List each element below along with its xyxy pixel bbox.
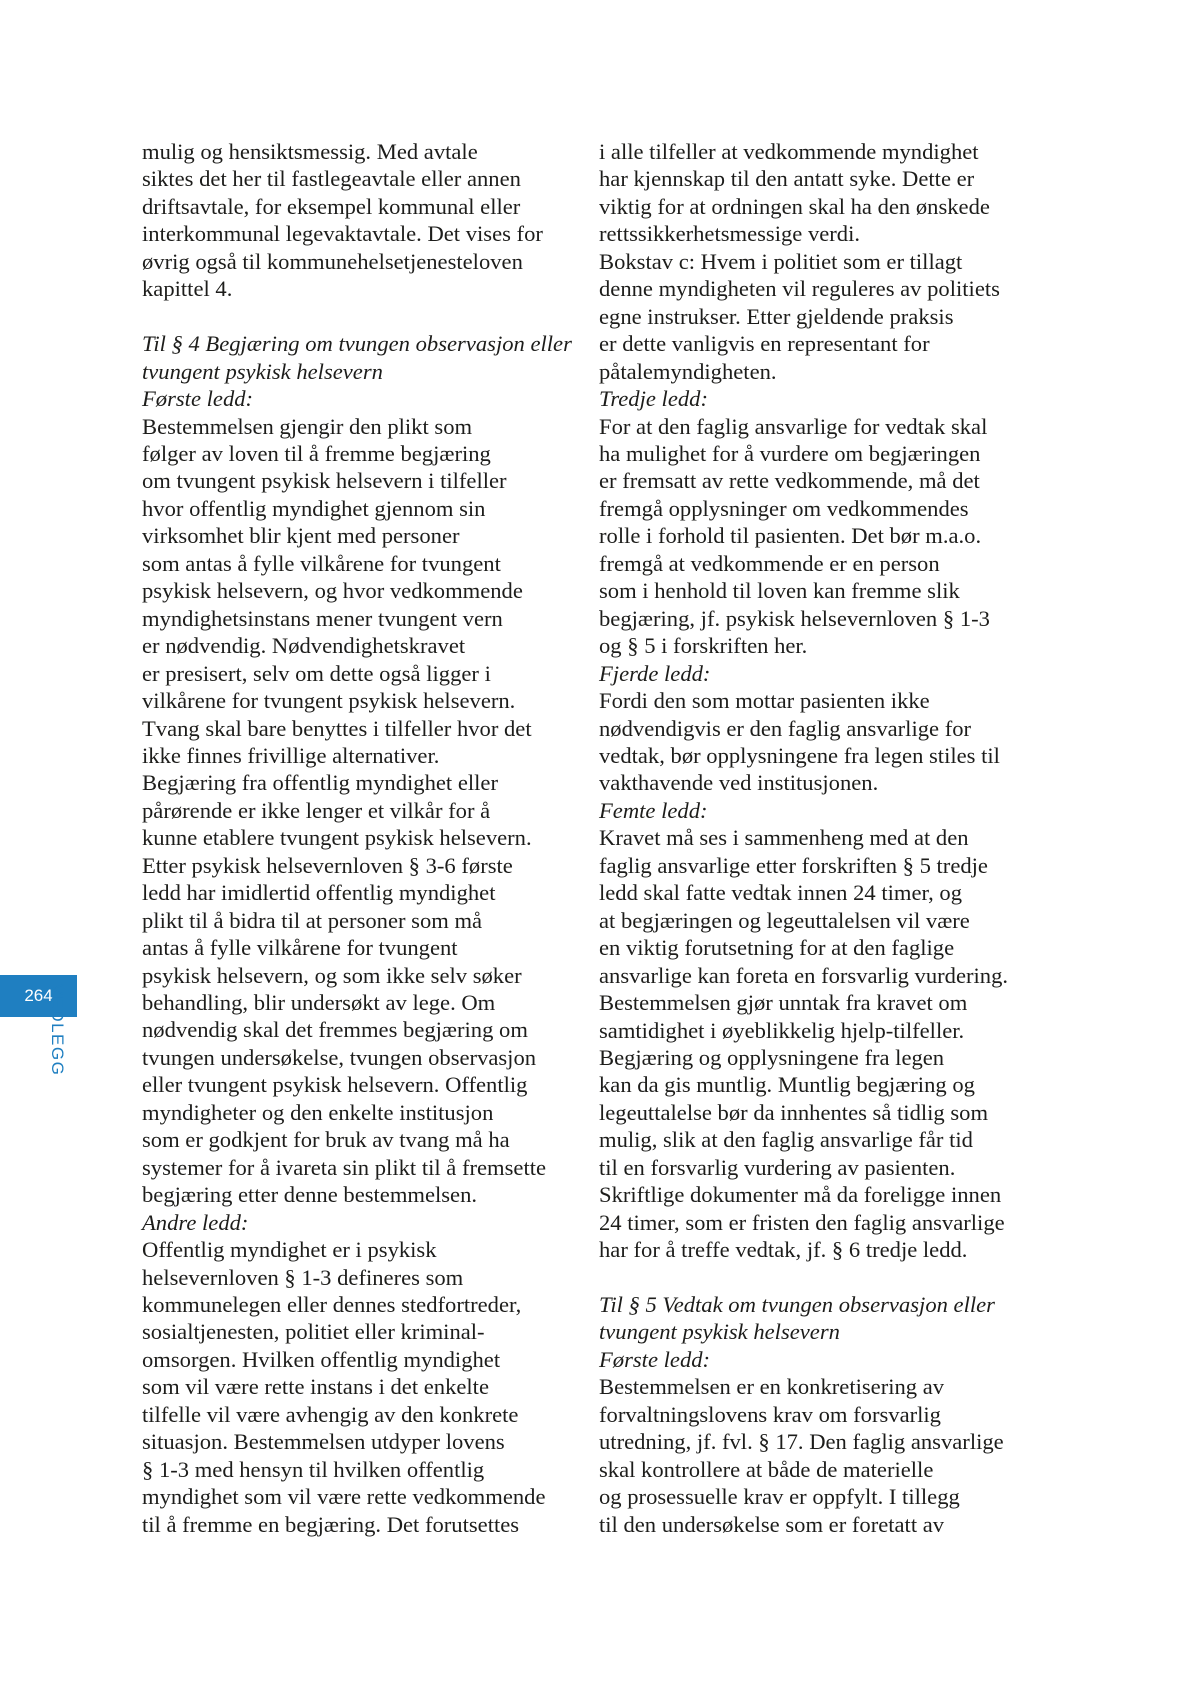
text-line: som i henhold til loven kan fremme slik [599, 578, 960, 604]
text-line: systemer for å ivareta sin plikt til å fremsette [142, 1154, 547, 1180]
text-line: Offentlig myndighet er i psykisk [142, 1237, 437, 1263]
text-line: Bestemmelsen gjengir den plikt som [142, 413, 473, 439]
text-line: rettssikkerhetsmessige verdi. [599, 221, 861, 247]
text-line: rolle i forhold til pasienten. Det bør m.a.o. [599, 523, 982, 549]
text-line: kommunelegen eller dennes stedfortreder, [142, 1292, 522, 1318]
text-line: Skriftlige dokumenter må da foreligge innen [599, 1182, 1002, 1208]
heading-line: Fjerde ledd: [599, 660, 711, 686]
text-line: nødvendigvis er den faglig ansvarlige for [599, 715, 972, 741]
text-line: skal kontrollere at både de materielle [599, 1456, 934, 1482]
text-line: ikke finnes frivillige alternativer. [142, 742, 440, 768]
text-line: utredning, jf. fvl. § 17. Den faglig ansvarlige [599, 1429, 1004, 1455]
text-line: er presisert, selv om dette også ligger i [142, 660, 491, 686]
text-line: virksomhet blir kjent med personer [142, 523, 460, 549]
text-line: i alle tilfeller at vedkommende myndighet [599, 139, 979, 164]
text-line: interkommunal legevaktavtale. Det vises for [142, 221, 543, 247]
text-line: påtalemyndigheten. [599, 358, 777, 384]
text-line: begjæring etter denne bestemmelsen. [142, 1182, 478, 1208]
text-line: og § 5 i forskriften her. [599, 633, 808, 659]
text-line: situasjon. Bestemmelsen utdyper lovens [142, 1429, 505, 1455]
text-line: Begjæring fra offentlig myndighet eller [142, 770, 498, 796]
text-line: Bokstav c: Hvem i politiet som er tillagt [599, 248, 963, 274]
text-line: antas å fylle vilkårene for tvungent [142, 935, 458, 961]
text-line: at begjæringen og legeuttalelsen vil være [599, 907, 970, 933]
text-line: pårørende er ikke lenger et vilkår for å [142, 797, 491, 823]
text-line: Tvang skal bare benyttes i tilfeller hvor det [142, 715, 532, 741]
text-line: Bestemmelsen er en konkretisering av [599, 1374, 945, 1400]
heading-line: Til § 5 Vedtak om tvungen observasjon eller [599, 1292, 995, 1318]
text-line: myndigheter og den enkelte institusjon [142, 1099, 494, 1125]
text-line: vilkårene for tvungent psykisk helsevern. [142, 688, 516, 714]
heading-line: Tredje ledd: [599, 386, 708, 412]
text-line: driftsavtale, for eksempel kommunal eller [142, 193, 521, 219]
text-line: til den undersøkelse som er foretatt av [599, 1511, 945, 1537]
text-line: som er godkjent for bruk av tvang må ha [142, 1127, 510, 1153]
text-line: § 1-3 med hensyn til hvilken offentlig [142, 1456, 485, 1482]
text-line: kan da gis muntlig. Muntlig begjæring og [599, 1072, 975, 1098]
right-text-column [599, 138, 1037, 1538]
text-line: som vil være rette instans i det enkelte [142, 1374, 489, 1400]
text-line: Etter psykisk helsevernloven § 3-6 første [142, 852, 513, 878]
text-line: siktes det her til fastlegeavtale eller annen [142, 166, 521, 192]
text-line: er dette vanligvis en representant for [599, 331, 930, 357]
text-line: viktig for at ordningen skal ha den ønskede [599, 193, 990, 219]
text-line: fremgå opplysninger om vedkommendes [599, 495, 969, 521]
page-number: 264 [24, 986, 53, 1005]
heading-line: Første ledd: [599, 1346, 711, 1372]
heading-line: tvungent psykisk helsevern [142, 358, 383, 384]
text-line: til å fremme en begjæring. Det forutsettes [142, 1511, 520, 1537]
left-text-column [142, 138, 580, 1538]
text-line: Fordi den som mottar pasienten ikke [599, 688, 930, 714]
paragraph-gap [142, 303, 580, 330]
text-line: eller tvungent psykisk helsevern. Offentlig [142, 1072, 528, 1098]
text-line: følger av loven til å fremme begjæring [142, 440, 491, 466]
text-line: 24 timer, som er fristen den faglig ansvarlige [599, 1209, 1005, 1235]
text-line: sosialtjenesten, politiet eller kriminal- [142, 1319, 485, 1345]
text-line: tilfelle vil være avhengig av den konkrete [142, 1401, 519, 1427]
text-line: forvaltningslovens krav om forsvarlig [599, 1401, 941, 1427]
text-line: har kjennskap til den antatt syke. Dette er [599, 166, 975, 192]
heading-line: Til § 4 Begjæring om tvungen observasjon eller [142, 331, 572, 357]
text-line: omsorgen. Hvilken offentlig myndighet [142, 1346, 501, 1372]
text-line: psykisk helsevern, og som ikke selv søker [142, 962, 522, 988]
text-line: fremgå at vedkommende er en person [599, 550, 940, 576]
text-line: er fremsatt av rette vedkommende, må det [599, 468, 980, 494]
text-line: myndighetsinstans mener tvungent vern [142, 605, 503, 631]
paragraph-gap [599, 1264, 1037, 1291]
text-line: mulig og hensiktsmessig. Med avtale [142, 139, 478, 164]
text-line: Begjæring og opplysningene fra legen [599, 1044, 945, 1070]
text-line: Kravet må ses i sammenheng med at den [599, 825, 969, 851]
text-line: vakthavende ved institusjonen. [599, 770, 879, 796]
text-line: ledd har imidlertid offentlig myndighet [142, 880, 496, 906]
text-line: kunne etablere tvungent psykisk helsevern. [142, 825, 532, 851]
text-line: en viktig forutsetning for at den faglige [599, 935, 955, 961]
text-line: vedtak, bør opplysningene fra legen stiles til [599, 742, 1000, 768]
text-line: om tvungent psykisk helsevern i tilfeller [142, 468, 507, 494]
heading-line: Første ledd: [142, 386, 254, 412]
text-line: denne myndigheten vil reguleres av politiets [599, 276, 1000, 302]
text-line: hvor offentlig myndighet gjennom sin [142, 495, 486, 521]
heading-line: tvungent psykisk helsevern [599, 1319, 840, 1345]
text-line: nødvendig skal det fremmes begjæring om [142, 1017, 528, 1043]
text-line: For at den faglig ansvarlige for vedtak skal [599, 413, 988, 439]
text-line: ha mulighet for å vurdere om begjæringen [599, 440, 981, 466]
text-line: er nødvendig. Nødvendighetskravet [142, 633, 466, 659]
text-line: begjæring, jf. psykisk helsevernloven § 1-3 [599, 605, 990, 631]
text-line: egne instrukser. Etter gjeldende praksis [599, 303, 954, 329]
text-line: legeuttalelse bør da innhentes så tidlig som [599, 1099, 989, 1125]
text-line: Bestemmelsen gjør unntak fra kravet om [599, 990, 968, 1016]
text-line: psykisk helsevern, og hvor vedkommende [142, 578, 523, 604]
text-line: som antas å fylle vilkårene for tvungent [142, 550, 501, 576]
text-line: ansvarlige kan foreta en forsvarlig vurdering. [599, 962, 1009, 988]
heading-line: Femte ledd: [599, 797, 708, 823]
heading-line: Andre ledd: [142, 1209, 249, 1235]
text-line: øvrig også til kommunehelsetjenesteloven [142, 248, 523, 274]
text-line: faglig ansvarlige etter forskriften § 5 tredje [599, 852, 988, 878]
section-label: VEDLEGG [48, 983, 67, 1077]
text-line: myndighet som vil være rette vedkommende [142, 1484, 546, 1510]
text-line: har for å treffe vedtak, jf. § 6 tredje ledd. [599, 1237, 968, 1263]
text-line: tvungen undersøkelse, tvungen observasjon [142, 1044, 537, 1070]
text-line: helsevernloven § 1-3 defineres som [142, 1264, 464, 1290]
text-line: behandling, blir undersøkt av lege. Om [142, 990, 496, 1016]
text-line: ledd skal fatte vedtak innen 24 timer, og [599, 880, 963, 906]
text-line: kapittel 4. [142, 276, 233, 302]
text-line: plikt til å bidra til at personer som må [142, 907, 483, 933]
text-line: samtidighet i øyeblikkelig hjelp-tilfeller. [599, 1017, 965, 1043]
text-line: mulig, slik at den faglig ansvarlige får tid [599, 1127, 973, 1153]
text-line: til en forsvarlig vurdering av pasienten. [599, 1154, 956, 1180]
text-line: og prosessuelle krav er oppfylt. I tillegg [599, 1484, 960, 1510]
